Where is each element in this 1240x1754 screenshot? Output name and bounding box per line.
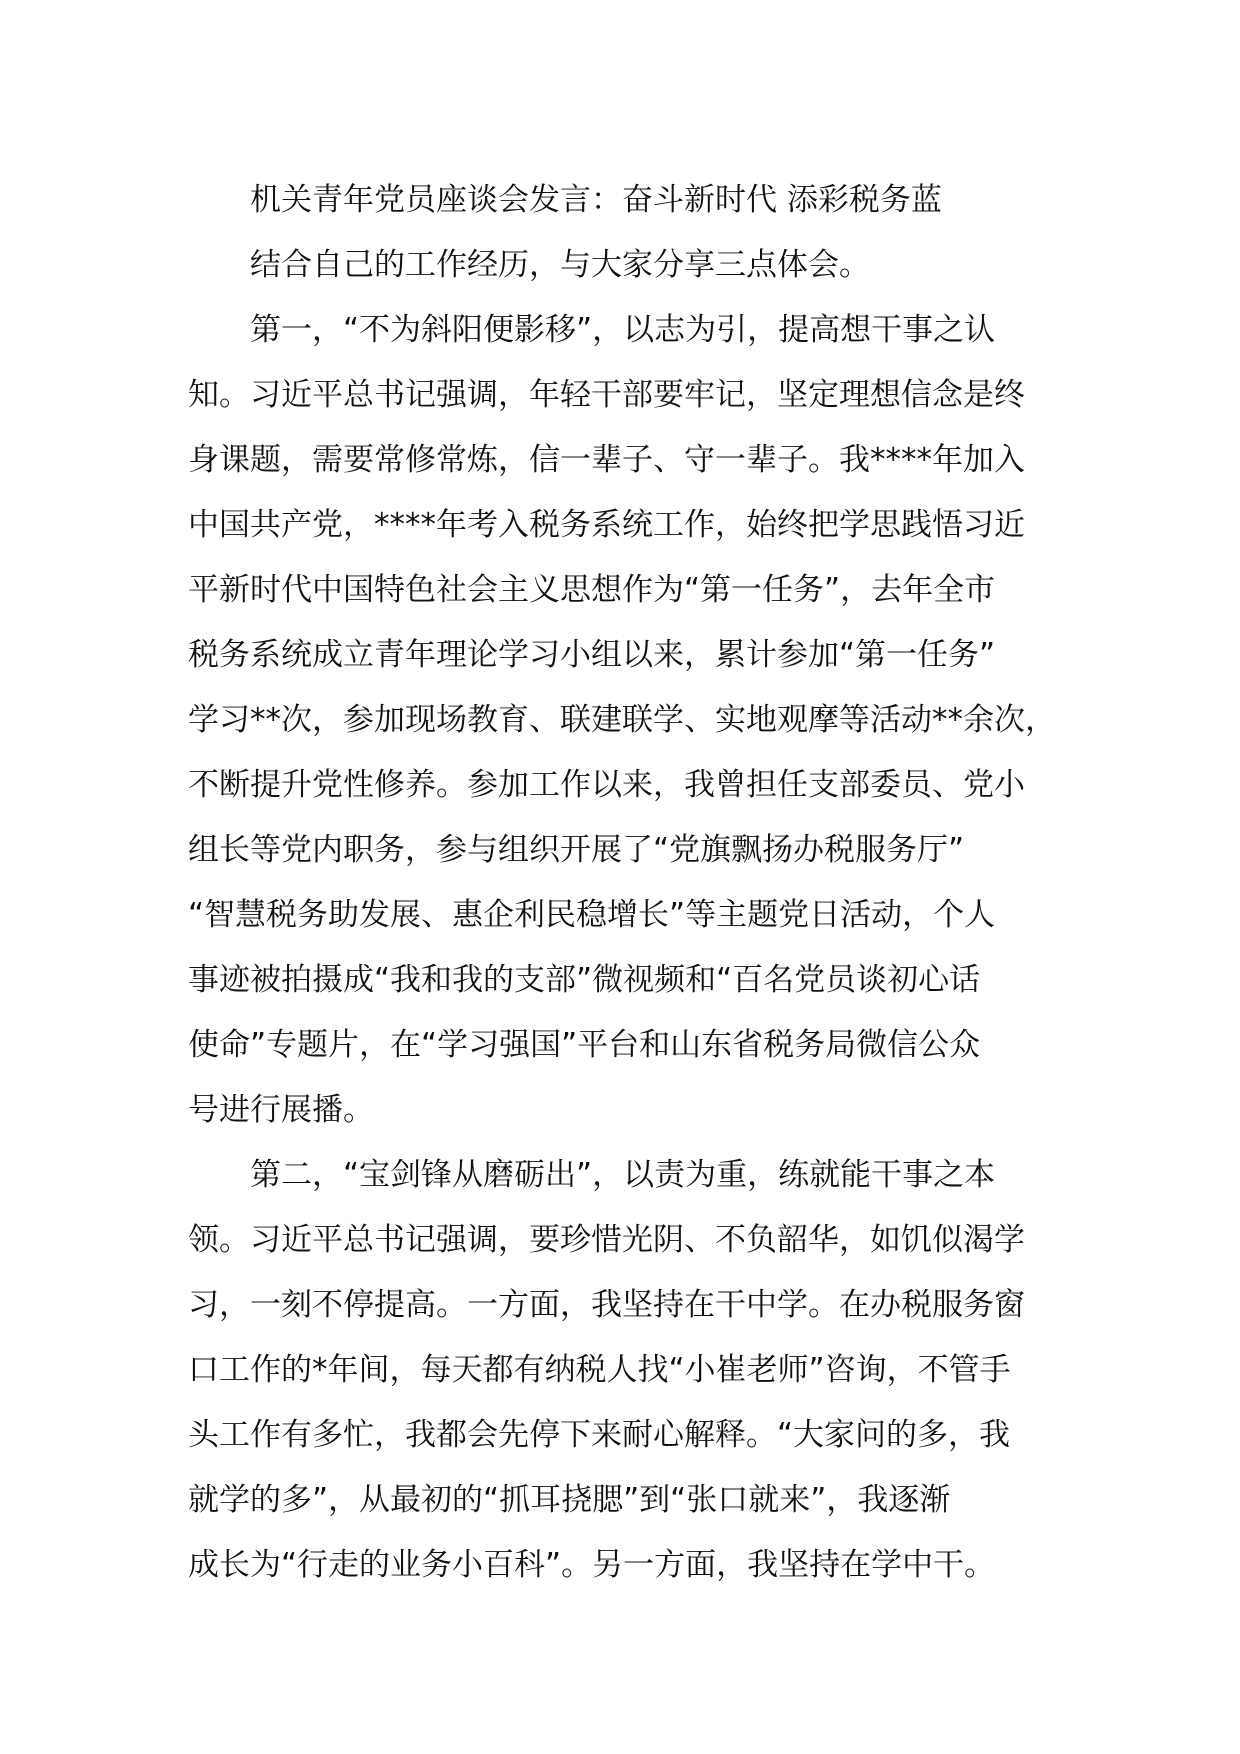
paragraph-line: 结合自己的工作经历，与大家分享三点体会。	[250, 247, 870, 283]
paragraph-line: 组长等党内职务，参与组织开展了“党旗飘扬办税服务厅”	[188, 832, 965, 868]
paragraph-line: 学习**次，参加现场教育、联建联学、实地观摩等活动**余次，	[188, 702, 1056, 738]
paragraph-line: 口工作的*年间，每天都有纳税人找“小崔老师”咨询，不管手	[188, 1352, 1011, 1388]
paragraph-line: 事迹被拍摄成“我和我的支部”微视频和“百名党员谈初心话	[188, 962, 981, 998]
paragraph-line: 就学的多”，从最初的“抓耳挠腮”到“张口就来”，我逐渐	[188, 1482, 951, 1518]
paragraph-line: 税务系统成立青年理论学习小组以来，累计参加“第一任务”	[188, 637, 996, 673]
paragraph-line: 中国共产党，****年考入税务系统工作，始终把学思践悟习近	[188, 507, 1025, 543]
paragraph-line: 不断提升党性修养。参加工作以来，我曾担任支部委员、党小	[188, 767, 1025, 803]
paragraph-line: 号进行展播。	[188, 1092, 374, 1128]
paragraph-line: 知。习近平总书记强调，年轻干部要牢记，坚定理想信念是终	[188, 377, 1025, 413]
paragraph-line: 平新时代中国特色社会主义思想作为“第一任务”，去年全市	[188, 572, 996, 608]
paragraph-line: 使命”专题片，在“学习强国”平台和山东省税务局微信公众	[188, 1027, 981, 1063]
document-body	[188, 168, 1068, 1598]
paragraph-line: 头工作有多忙，我都会先停下来耐心解释。“大家问的多，我	[188, 1417, 1011, 1453]
document-title: 机关青年党员座谈会发言：奋斗新时代 添彩税务蓝	[250, 182, 942, 218]
paragraph-line: 第二，“宝剑锋从磨砺出”，以责为重，练就能干事之本	[250, 1157, 996, 1193]
paragraph-line: 习，一刻不停提高。一方面，我坚持在干中学。在办税服务窗	[188, 1287, 1025, 1323]
paragraph-line: “智慧税务助发展、惠企利民稳增长”等主题党日活动，个人	[188, 897, 996, 933]
paragraph-line: 第一，“不为斜阳便影移”，以志为引，提高想干事之认	[250, 312, 996, 348]
paragraph-line: 领。习近平总书记强调，要珍惜光阴、不负韶华，如饥似渴学	[188, 1222, 1025, 1258]
paragraph-line: 成长为“行走的业务小百科”。另一方面，我坚持在学中干。	[188, 1547, 996, 1583]
paragraph-line: 身课题，需要常修常炼，信一辈子、守一辈子。我****年加入	[188, 442, 1025, 478]
